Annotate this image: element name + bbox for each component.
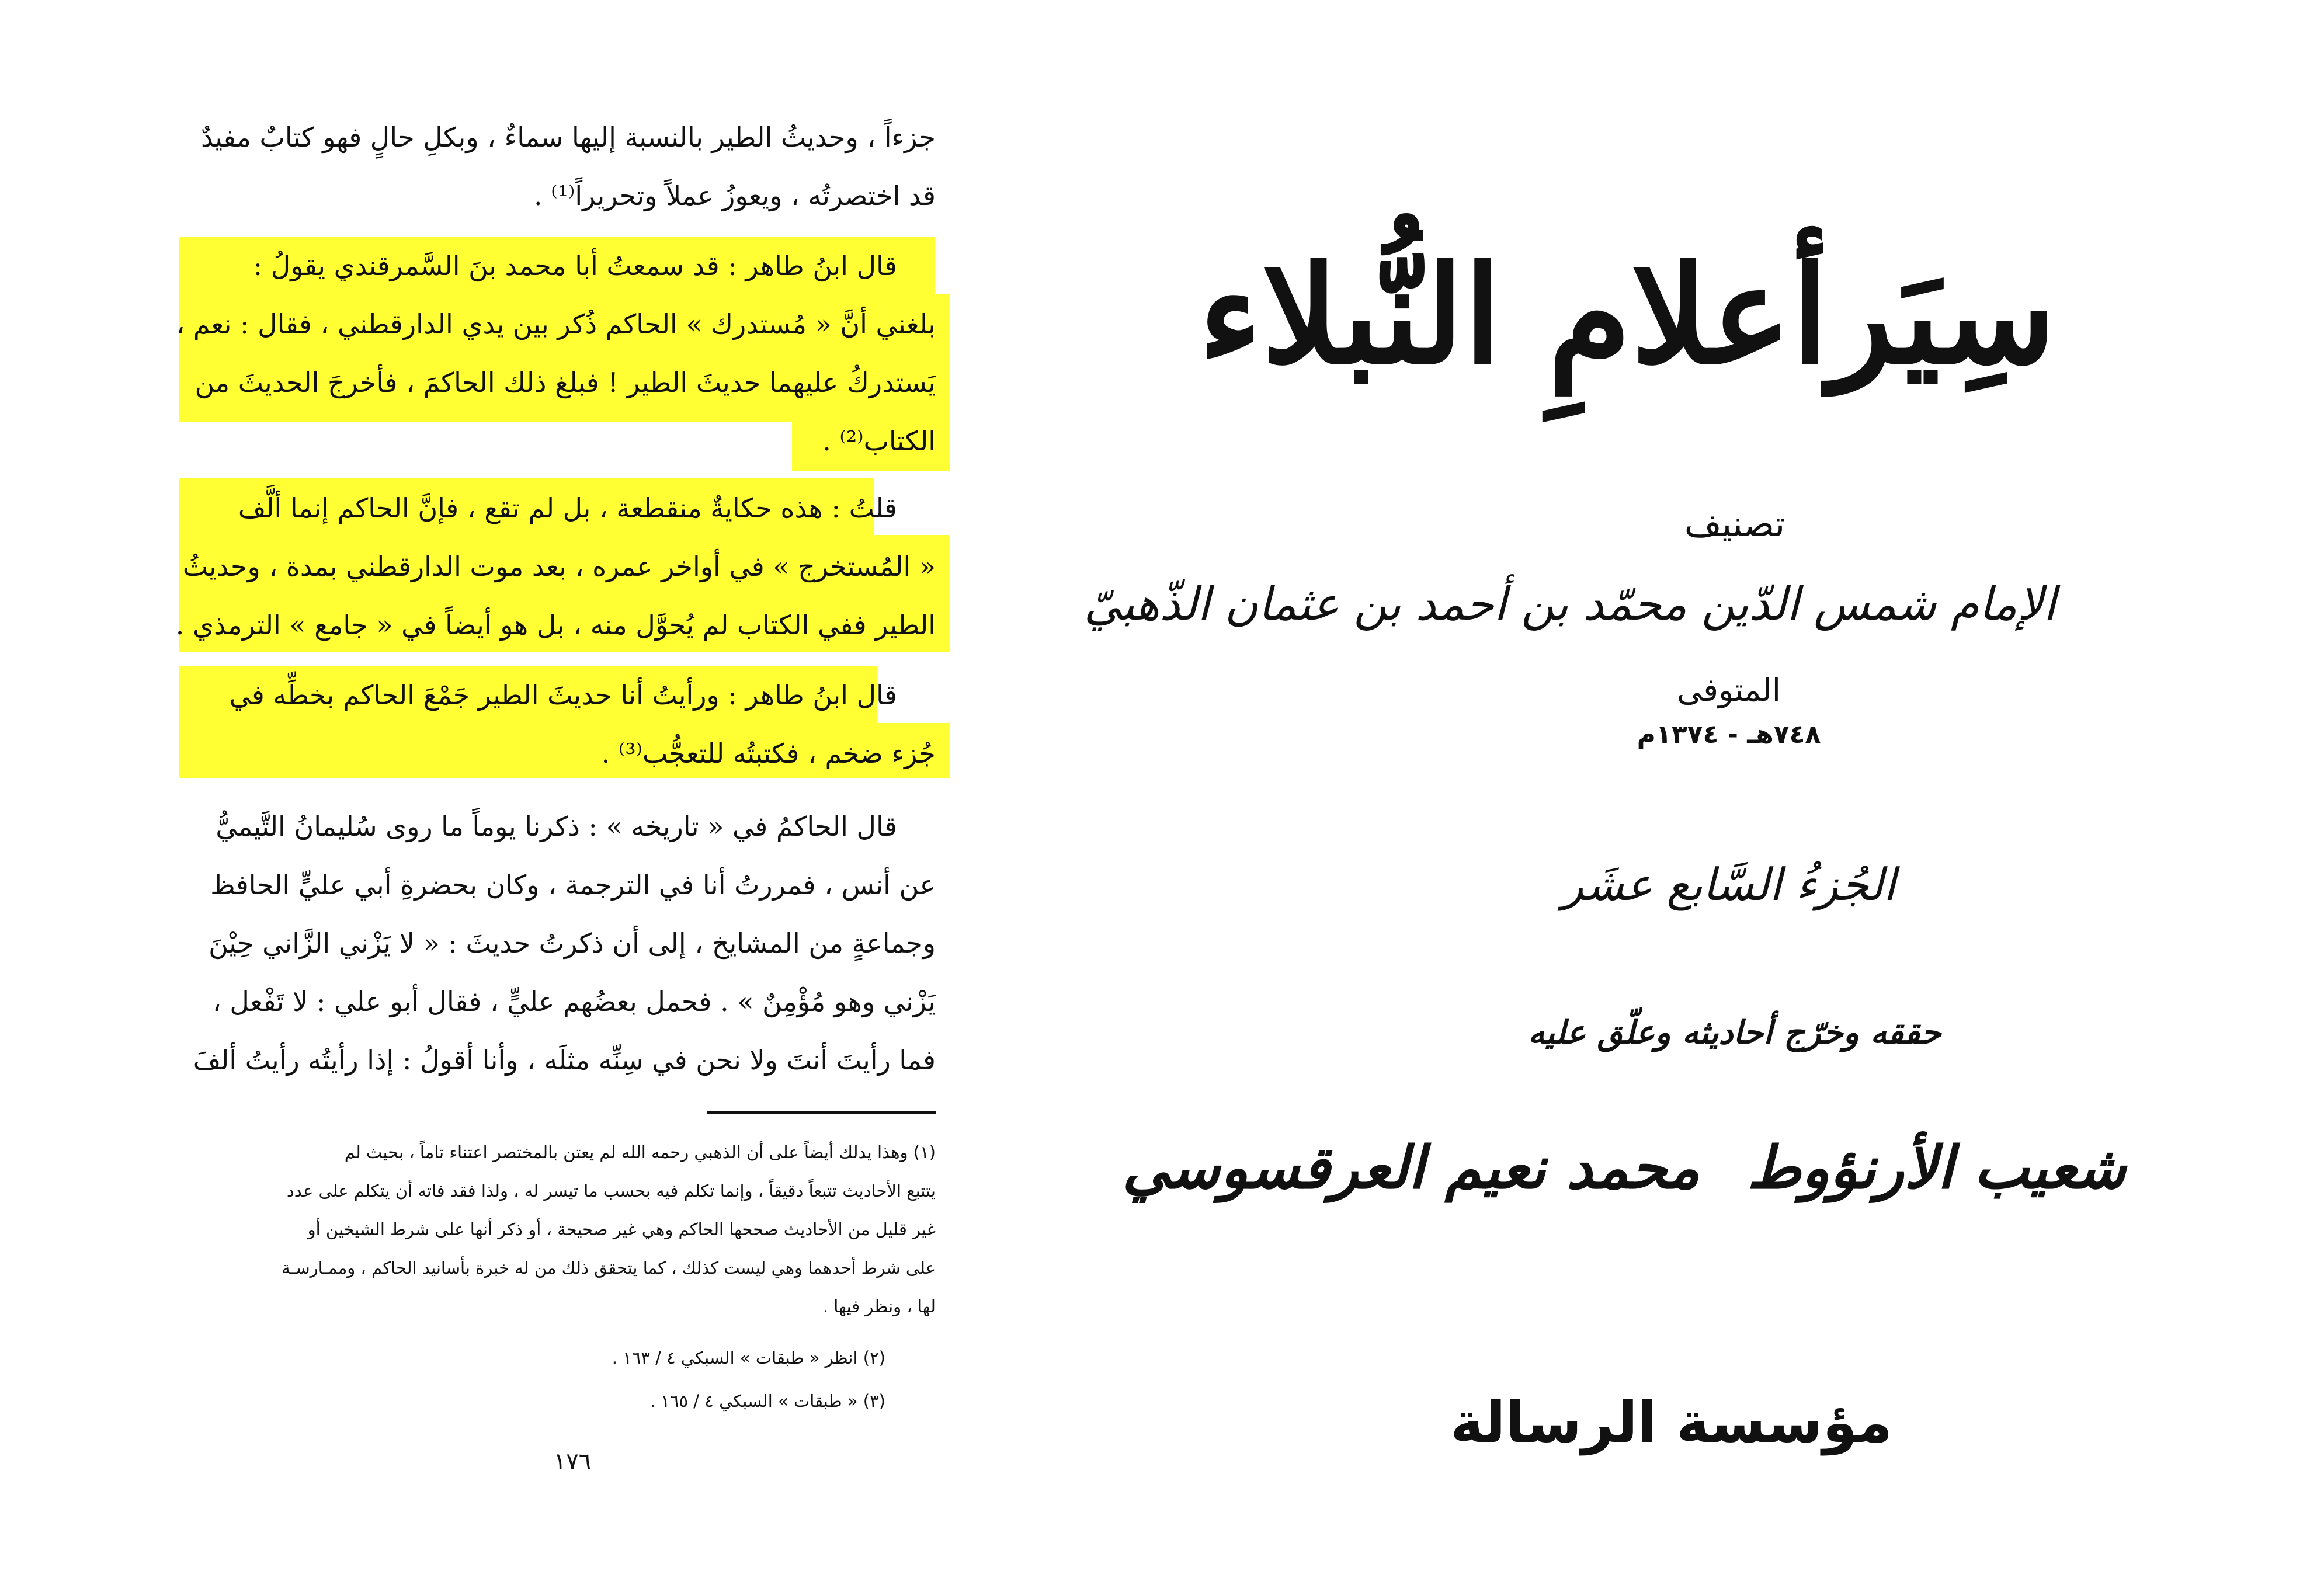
editor-shuayb: شعيب الأرنؤوط xyxy=(1747,1133,2126,1202)
footnote-line-1: (١) وهذا يدلك أيضاً على أن الذهبي رحمه الله لم يعتن بالمختصر اعتناء تاماً ، بحيث لم xyxy=(344,1142,936,1162)
body-line-9: الطير ففي الكتاب لم يُحوَّل منه ، بل هو أيضاً في « جامع » الترمذي . xyxy=(175,609,936,641)
footnote-line-2: يتتبع الأحاديث تتبعاً دقيقاً ، وإنما تكلم فيه بحسب ما تيسر له ، ولذا فقد فاته أن يتكلم على عدد xyxy=(286,1181,936,1201)
body-line-13: عن أنس ، فمررتُ أنا في الترجمة ، وكان بحضرةِ أبي عليٍّ الحافظ xyxy=(210,869,936,901)
body-line-15: يَزْني وهو مُؤْمِنٌ » . فحمل بعضُهم عليٍّ ، فقال أبو علي : لا تَفْعل ، xyxy=(212,986,936,1017)
footnote-line-4: على شرط أحدهما وهي ليست كذلك ، كما يتحقق ذلك من له خبرة بأسانيد الحاكم ، وممـارسـة xyxy=(282,1258,936,1278)
died-label: المتوفى xyxy=(1677,672,1781,708)
footnote-separator xyxy=(707,1111,936,1114)
body-line-10: قال ابنُ طاهر : ورأيتُ أنا حديثَ الطير جَمْعَ الحاكم بخطِّه في xyxy=(229,679,897,711)
editor-naim: محمد نعيم العرقسوسي xyxy=(1122,1133,1700,1202)
footnote-3: (٣) « طبقات » السبكي ٤ / ١٦٥ . xyxy=(649,1391,885,1411)
footnote-line-3: غير قليل من الأحاديث صححها الحاكم وهي غير صحيحة ، أو ذكر أنها على شرط الشيخين أو xyxy=(307,1219,936,1239)
footnote-2: (٢) انظر « طبقات » السبكي ٤ / ١٦٣ . xyxy=(612,1348,885,1368)
body-line-4: بلغني أنَّ « مُستدرك » الحاكم ذُكر بين يدي الدارقطني ، فقال : نعم ، xyxy=(176,308,936,340)
body-line-16: فما رأيتَ أنتَ ولا نحن في سِنِّه مثلَه ، وأنا أقولُ : إذا رأيتُه رأيتُ ألفَ xyxy=(193,1044,936,1076)
right-page xyxy=(1083,0,2324,1585)
body-line-5: يَستدركُ عليهما حديثَ الطير ! فبلغ ذلك الحاكمَ ، فأخرجَ الحديثَ من xyxy=(194,367,936,398)
dates: ٧٤٨هـ - ١٣٧٤م xyxy=(1637,719,1821,749)
volume-number: الجُزءُ السَّابع عشَر xyxy=(1562,858,1896,910)
page-number: ١٧٦ xyxy=(553,1448,592,1475)
body-line-7: قلتُ : هذه حكايةٌ منقطعة ، بل لم تقع ، فإنَّ الحاكم إنما ألَّف xyxy=(238,492,897,524)
body-line-14: وجماعةٍ من المشايخ ، إلى أن ذكرتُ حديثَ : « لا يَزْني الزَّاني حِيْنَ xyxy=(209,927,936,959)
body-line-2: قد اختصرتُه ، ويعوزُ عملاً وتحريراً⁽¹⁾ . xyxy=(534,180,936,211)
book-title: سِيَرأعلامِ النُّبلاء xyxy=(1198,237,2056,394)
publisher: مؤسسة الرسالة xyxy=(1450,1390,1892,1455)
body-line-1: جزءاً ، وحديثُ الطير بالنسبة إليها سماءٌ ، وبكلِ حالٍ فهو كتابٌ مفيدٌ xyxy=(200,121,936,153)
tasnif-label: تصنيف xyxy=(1684,502,1785,545)
body-line-11: جُزء ضخم ، فكتبتُه للتعجُّب⁽³⁾ . xyxy=(601,738,936,769)
body-line-8: « المُستخرج » في أواخر عمره ، بعد موت الدارقطني بمدة ، وحديثُ xyxy=(182,551,936,582)
body-line-6: الكتاب⁽²⁾ . xyxy=(822,425,936,457)
footnote-line-5: لها ، ونظر فيها . xyxy=(822,1296,936,1316)
body-line-12: قال الحاكمُ في « تاريخه » : ذكرنا يوماً ما روى سُليمانُ التَّيميُّ xyxy=(216,811,897,842)
body-line-3: قال ابنُ طاهر : قد سمعتُ أبا محمد بنَ السَّمرقندي يقولُ : xyxy=(253,250,897,281)
editors-note: حققه وخرّج أحاديثه وعلّق عليه xyxy=(1528,1014,1941,1052)
author-name: الإمام شمس الدّين محمّد بن أحمد بن عثمان الذّهبيّ xyxy=(1083,578,2056,631)
